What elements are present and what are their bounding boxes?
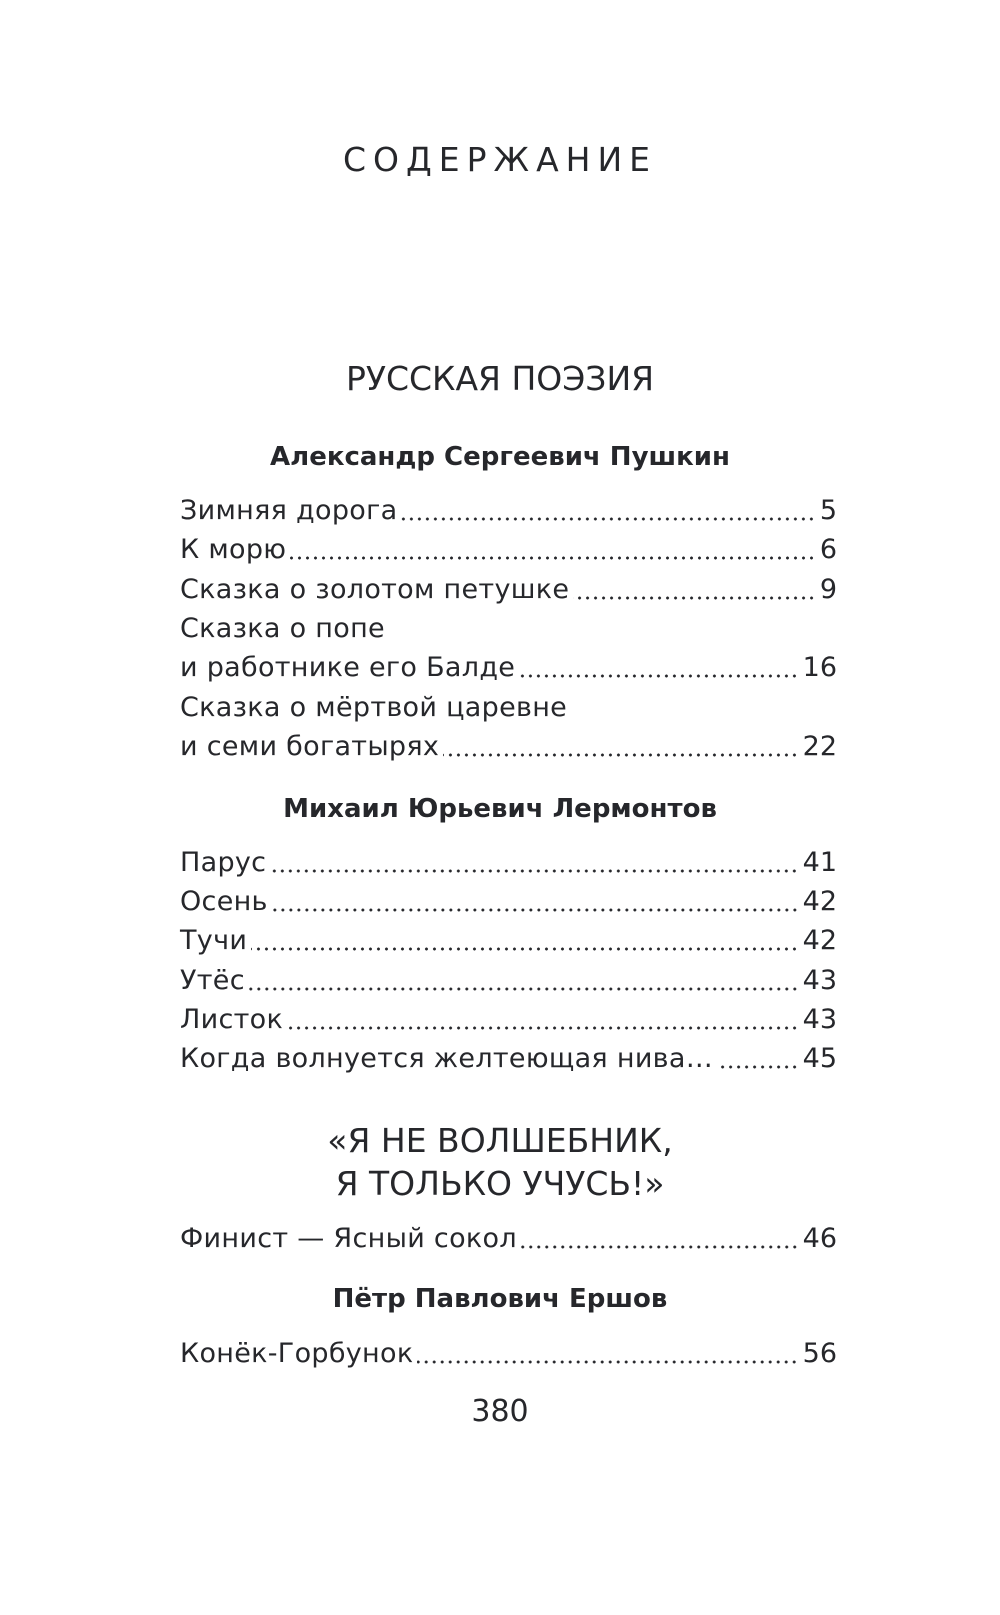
entry-page: 46 <box>802 1223 837 1254</box>
entry-title: Финист — Ясный сокол <box>180 1223 517 1254</box>
entry-title: Конёк-Горбунок <box>180 1338 414 1369</box>
dot-leader <box>287 1025 799 1031</box>
entry-page: 43 <box>802 965 837 996</box>
dot-leader <box>290 555 816 561</box>
entry-title: Когда волнуется желтеющая нива… <box>180 1043 714 1074</box>
entry-page: 5 <box>819 495 837 526</box>
toc-entry[interactable] <box>180 962 837 1000</box>
entry-page: 9 <box>819 574 837 605</box>
entry-title-line: Сказка о мёртвой царевне <box>180 692 568 723</box>
author-heading: Александр Сергеевич Пушкин <box>270 442 730 472</box>
entry-page: 41 <box>802 847 837 878</box>
page-title: СОДЕРЖАНИЕ <box>342 140 658 179</box>
section-heading: РУССКАЯ ПОЭЗИЯ <box>345 359 655 398</box>
toc-entry[interactable] <box>180 1001 837 1039</box>
dot-leader <box>443 752 798 758</box>
entry-page: 43 <box>802 1004 837 1035</box>
dot-leader <box>521 1244 799 1250</box>
dot-leader <box>251 946 798 952</box>
entry-title: К морю <box>180 534 287 565</box>
entry-page: 42 <box>802 886 837 917</box>
section-heading: Я ТОЛЬКО УЧУСЬ!» <box>335 1164 665 1203</box>
toc-entry[interactable] <box>180 492 837 530</box>
entry-page: 6 <box>819 534 837 565</box>
toc-entry[interactable] <box>180 1040 837 1078</box>
toc-entry[interactable] <box>180 531 837 569</box>
entry-title: и работнике его Балде <box>180 652 516 683</box>
toc-entry[interactable] <box>180 1220 837 1258</box>
entry-page: 42 <box>802 925 837 956</box>
page-number: 380 <box>471 1394 529 1429</box>
entry-title: и семи богатырях <box>180 731 440 762</box>
toc-entry[interactable] <box>180 1335 837 1373</box>
entry-title: Парус <box>180 847 267 878</box>
entry-title: Утёс <box>180 965 245 996</box>
dot-leader <box>249 986 799 992</box>
dot-leader <box>717 1064 799 1070</box>
toc-entry[interactable] <box>180 649 837 687</box>
dot-leader <box>270 868 798 874</box>
entry-page: 45 <box>802 1043 837 1074</box>
toc-entry[interactable] <box>180 883 837 921</box>
dot-leader <box>573 595 816 601</box>
entry-title-line: Сказка о попе <box>180 613 385 644</box>
section-heading: «Я НЕ ВОЛШЕБНИК, <box>327 1121 673 1160</box>
dot-leader <box>417 1359 798 1365</box>
dot-leader <box>519 673 798 679</box>
entry-title: Листок <box>180 1004 284 1035</box>
entry-page: 16 <box>802 652 837 683</box>
toc-entry[interactable] <box>180 571 837 609</box>
entry-title: Осень <box>180 886 268 917</box>
toc-entry[interactable] <box>180 728 837 766</box>
dot-leader <box>272 907 799 913</box>
entry-page: 22 <box>802 731 837 762</box>
entry-page: 56 <box>802 1338 837 1369</box>
author-heading: Михаил Юрьевич Лермонтов <box>283 794 717 824</box>
author-heading: Пётр Павлович Ершов <box>332 1284 668 1314</box>
entry-title: Зимняя дорога <box>180 495 398 526</box>
dot-leader <box>401 516 815 522</box>
entry-title: Сказка о золотом петушке <box>180 574 570 605</box>
toc-entry[interactable] <box>180 922 837 960</box>
entry-title: Тучи <box>180 925 248 956</box>
toc-entry[interactable] <box>180 844 837 882</box>
